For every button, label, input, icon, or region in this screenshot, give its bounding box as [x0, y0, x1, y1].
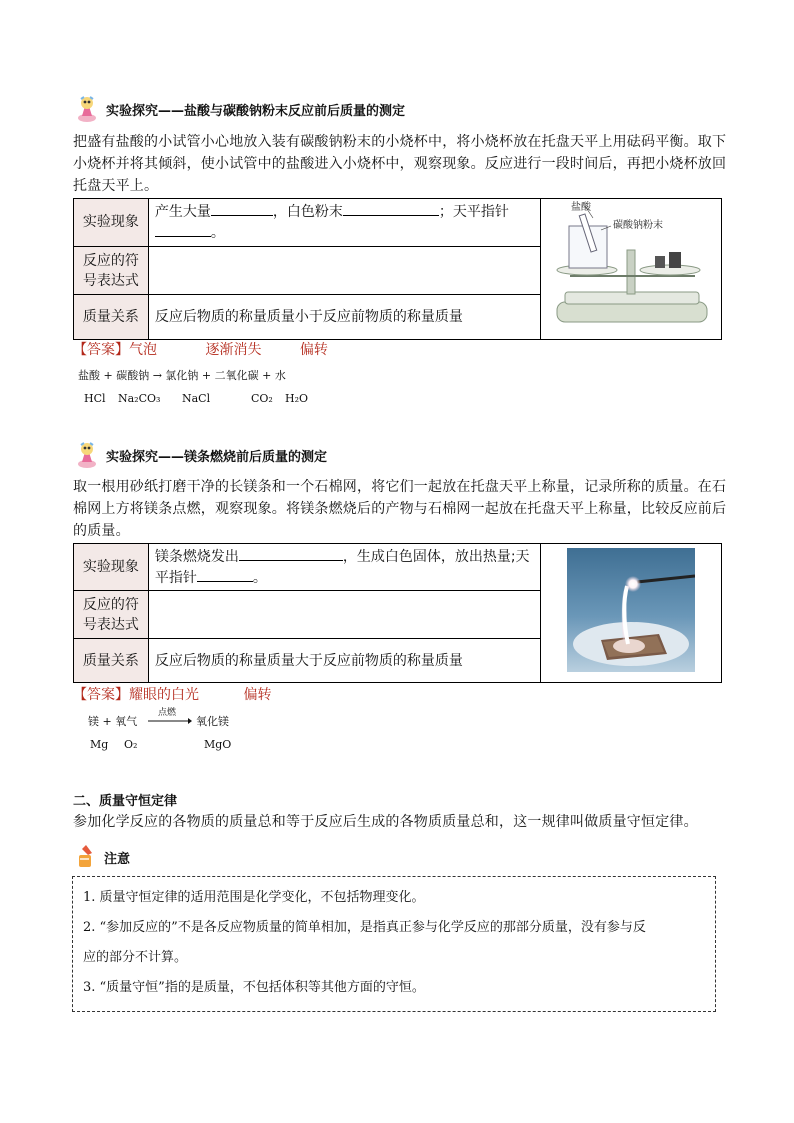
answer-blank: [343, 201, 439, 216]
scientist-icon: [76, 442, 98, 468]
observation-cell: [148, 199, 540, 247]
section1-heading-row: [76, 96, 405, 122]
formula: Na₂CO₃: [118, 392, 161, 405]
section3-heading: 二、质量守恒定律: [73, 794, 178, 809]
row-label: [74, 246, 149, 295]
section2-heading: 实验探究——镁条燃烧前后质量的测定: [106, 449, 328, 465]
magnesium-burning-photo: [567, 548, 695, 672]
section2-answer: [73, 684, 271, 704]
answer-blank: [211, 201, 273, 216]
scientist-icon: [76, 96, 98, 122]
row-label-line: 反应的符: [82, 596, 139, 613]
note-item: 1. 质量守恒定律的适用范围是化学变化，不包括物理变化。: [83, 890, 425, 905]
section1-heading: 实验探究——盐酸与碳酸钠粉末反应前后质量的测定: [106, 103, 406, 119]
note-item: 3. “质量守恒”指的是质量，不包括体积等其他方面的守恒。: [83, 980, 425, 995]
row-label-line: 号表达式: [82, 272, 139, 289]
burning-image-cell: [541, 544, 722, 683]
intro-line: 托盘天平上。: [73, 178, 159, 194]
cell-text: 。: [252, 570, 267, 586]
row-label: [74, 591, 149, 639]
note-box: [72, 876, 716, 1012]
cell-text: 产生大量: [154, 204, 211, 221]
answer-item: 耀眼的白光: [129, 687, 199, 703]
reactants: 镁 + 氧气: [88, 715, 138, 728]
section3-text: 参加化学反应的各物质的质量总和等于反应后生成的各物质质量总和，这一规律叫做质量守恒定律。: [73, 814, 698, 830]
answer-blank: [197, 567, 253, 582]
product: 氧化镁: [196, 715, 229, 728]
formula: Mg: [90, 738, 109, 751]
note-item: 应的部分不计算。: [83, 950, 188, 965]
section2-intro: [73, 476, 733, 542]
expression-cell: [148, 246, 540, 295]
section2-heading-row: [76, 442, 327, 468]
note-heading-row: [76, 845, 130, 869]
row-label-line: 反应的符: [82, 252, 139, 269]
answer-item: 逐渐消失: [205, 342, 262, 358]
answer-item: 偏转: [299, 342, 328, 358]
formula: O₂: [124, 738, 138, 751]
mass-relation-cell: 反应后物质的称量质量小于反应前物质的称量质量: [148, 295, 540, 340]
section1-intro: [73, 131, 733, 197]
answer-tag: 【答案】: [73, 342, 129, 358]
intro-line: 把盛有盐酸的小试管小心地放入装有碳酸钠粉末的小烧杯中，将小烧杯放在托盘天平上用砝码平衡。取下: [73, 134, 727, 150]
answer-item: 偏转: [243, 687, 272, 703]
formula: HCl: [84, 392, 106, 405]
row-label: 质量关系: [74, 295, 149, 340]
reaction-arrow-icon: [148, 717, 192, 725]
reaction-condition: 点燃: [158, 708, 177, 718]
cell-text: ，生成白色固体，放出热量;天: [342, 549, 530, 565]
formula: NaCl: [182, 392, 211, 405]
note-list: [73, 877, 715, 1009]
formula: CO₂: [251, 392, 273, 405]
note-item: 2. “参加反应的”不是各反应物质量的简单相加，是指真正参与化学反应的那部分质量，没有参与反: [83, 920, 646, 935]
section2-equation: [88, 709, 348, 749]
answer-item: 气泡: [129, 342, 157, 358]
answer-blank: [239, 546, 343, 561]
pencil-note-icon: [76, 845, 96, 869]
intro-line: 棉网上方将镁条点燃，观察现象。将镁条燃烧后的产物与石棉网一起放在托盘天平上称量，比较反应前后: [73, 501, 727, 517]
expression-cell: [148, 591, 540, 639]
balance-illustration: [545, 200, 717, 332]
note-title: 注意: [104, 851, 131, 867]
intro-line: 的质量。: [73, 523, 130, 539]
section1-word-equation: 盐酸 + 碳酸钠 → 氯化钠 + 二氧化碳 + 水: [78, 369, 286, 382]
cell-text: ；天平指针: [438, 204, 509, 221]
cell-text: 镁条燃烧发出: [154, 549, 239, 565]
row-label: 实验现象: [74, 199, 149, 247]
section1-answer: [73, 339, 328, 359]
label-acid: 盐酸: [571, 202, 591, 213]
balance-image-cell: [541, 199, 722, 340]
cell-text: ，白色粉末: [272, 204, 343, 221]
intro-line: 小烧杯并将其倾斜，使小试管中的盐酸进入小烧杯中，观察现象。反应进行一段时间后，再把小烧杯放回: [73, 156, 727, 172]
section2-table: [73, 543, 722, 683]
mass-relation-cell: 反应后物质的称量质量大于反应前物质的称量质量: [148, 639, 540, 683]
answer-blank: [155, 222, 211, 237]
intro-line: 取一根用砂纸打磨干净的长镁条和一个石棉网，将它们一起放在托盘天平上称量，记录所称的质量。在石: [73, 479, 727, 495]
formula: MgO: [204, 738, 232, 751]
formula: H₂O: [285, 392, 309, 405]
observation-cell: [148, 544, 540, 591]
row-label: 质量关系: [74, 639, 149, 683]
row-label: 实验现象: [74, 544, 149, 591]
answer-tag: 【答案】: [73, 687, 129, 703]
cell-text: 平指针: [154, 570, 197, 586]
section1-table: [73, 198, 722, 340]
label-powder: 碳酸钠粉末: [613, 220, 663, 231]
row-label-line: 号表达式: [82, 616, 139, 633]
cell-text: 。: [210, 225, 225, 242]
